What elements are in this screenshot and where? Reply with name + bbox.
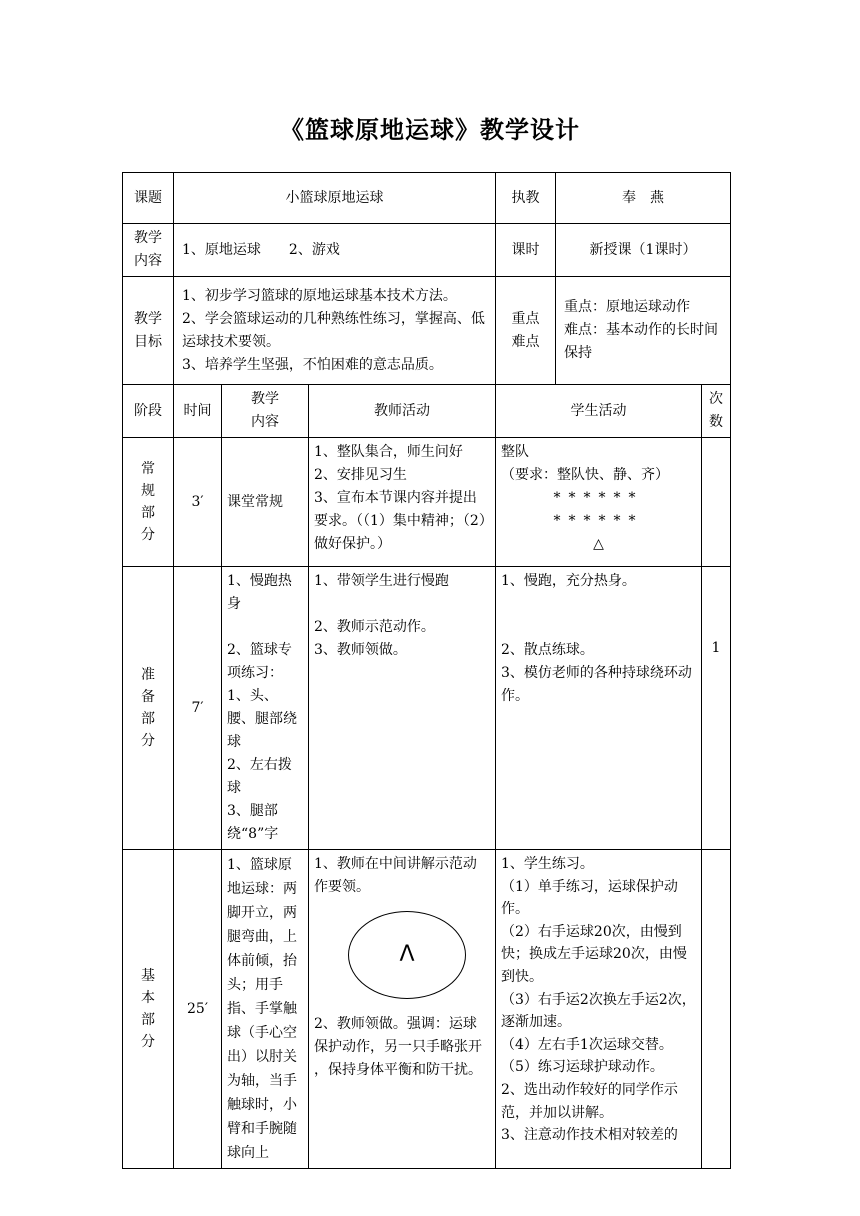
- col-teacher: 教师活动: [309, 385, 496, 438]
- formation-row-1: ******: [553, 490, 644, 506]
- basic-content: 1、篮球原地运球：两脚开立，两腿弯曲，上体前倾，抬头；用手指、手掌触球（手心空出）以肘关为轴，当手触球时，小臂和手腕随球向上: [222, 850, 309, 1169]
- basic-student: 1、学生练习。 （1）单手练习，运球保护动作。 （2）右手运球20次，由慢到快；换成左手运球20次，由慢到快。 （3）右手运2次换左手运2次，逐渐加速。 （4）左右手1次运球交替。 （5）练习运球护球动作。 2、选出动作较好的同学作示范，并加以讲解。 3、注意动作技术相对较差的: [496, 850, 702, 1169]
- col-content: 教学 内容: [222, 385, 309, 438]
- key-label: 重点 难点: [496, 277, 556, 385]
- prep-student: 1、慢跑，充分热身。 2、散点练球。 3、模仿老师的各种持球绕环动作。: [496, 567, 702, 850]
- routine-count: [702, 438, 731, 567]
- col-count: 次 数: [702, 385, 731, 438]
- prep-teacher: 1、带领学生进行慢跑 2、教师示范动作。 3、教师领做。: [309, 567, 496, 850]
- routine-content: 课堂常规: [222, 438, 309, 567]
- goal-label: 教学 目标: [123, 277, 174, 385]
- teacher-value: 奉 燕: [556, 173, 731, 224]
- teacher-label: 执教: [496, 173, 556, 224]
- routine-student-text: 整队 （要求：整队快、静、齐）: [501, 444, 670, 483]
- basic-time: 25′: [174, 850, 222, 1169]
- teacher-mark-icon: Λ: [399, 942, 415, 967]
- topic-label: 课题: [123, 173, 174, 224]
- period-value: 新授课（1课时）: [556, 224, 731, 277]
- basic-teacher: [309, 850, 496, 1169]
- period-label: 课时: [496, 224, 556, 277]
- basic-stage: 基本部分: [141, 968, 155, 1050]
- goal-row: [123, 277, 731, 385]
- routine-row: [123, 438, 731, 567]
- basic-row: [123, 850, 731, 1169]
- topic-row: [123, 173, 731, 224]
- prep-content: 1、慢跑热身 2、篮球专项练习： 1、头、腰、腿部绕球 2、左右拨球 3、腿部绕“8”字: [222, 567, 309, 850]
- prep-time: 7′: [174, 567, 222, 850]
- column-header-row: [123, 385, 731, 438]
- prep-row: [123, 567, 731, 850]
- col-time: 时间: [174, 385, 222, 438]
- basic-teacher-demo: 1、教师在中间讲解示范动作要领。: [314, 856, 477, 895]
- routine-student: [496, 438, 702, 567]
- formation-diagram: [348, 911, 466, 999]
- col-student: 学生活动: [496, 385, 702, 438]
- topic-value: 小篮球原地运球: [174, 173, 496, 224]
- routine-time: 3′: [174, 438, 222, 567]
- goal-value: 1、初步学习篮球的原地运球基本技术方法。 2、学会篮球运动的几种熟练性练习，掌握高、低运球技术要领。 3、培养学生坚强，不怕困难的意志品质。: [174, 277, 496, 385]
- content-label: 教学 内容: [123, 224, 174, 277]
- key-value: 重点：原地运球动作 难点：基本动作的长时间保持: [556, 277, 731, 385]
- prep-count: 1: [702, 567, 731, 850]
- formation-row-2: ******: [553, 513, 644, 529]
- basic-teacher-lead: 2、教师领做。强调：运球保护动作，另一只手略张开 ，保持身体平衡和防干扰。: [314, 1016, 482, 1078]
- routine-teacher: 1、整队集合，师生问好 2、安排见习生 3、宣布本节课内容并提出要求。（（1）集中精神；（2）做好保护。）: [309, 438, 496, 567]
- document-title: 《篮球原地运球》教学设计: [280, 116, 580, 144]
- basic-count: [702, 850, 731, 1169]
- content-row: [123, 224, 731, 277]
- routine-stage: 常规部分: [141, 461, 155, 543]
- lesson-plan-table: [122, 172, 731, 1169]
- teacher-position-icon: △: [593, 536, 604, 552]
- content-value: 1、原地运球 2、游戏: [174, 224, 496, 277]
- col-stage: 阶段: [123, 385, 174, 438]
- prep-stage: 准备部分: [141, 667, 155, 749]
